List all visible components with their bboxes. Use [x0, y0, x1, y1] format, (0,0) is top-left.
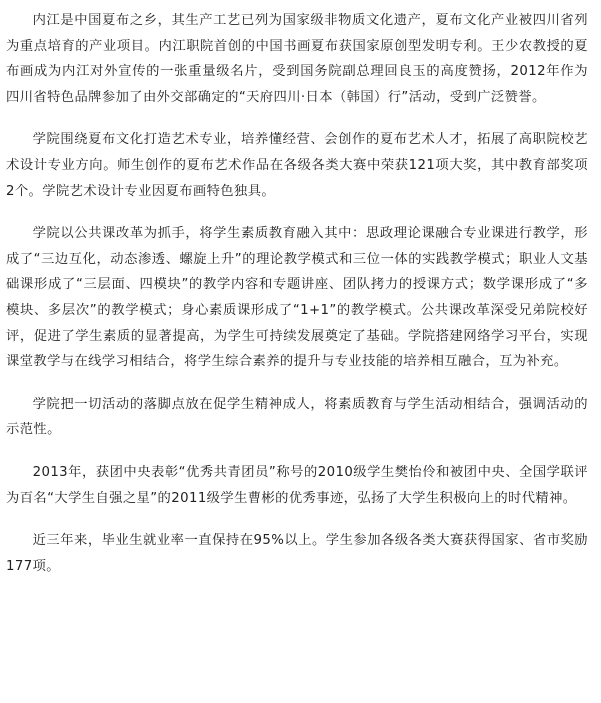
paragraph-employment-rate: 近三年来，毕业生就业率一直保持在95%以上。学生参加各级各类大赛获得国家、省市奖励177项。	[6, 533, 588, 574]
paragraph-student-activities: 学院把一切活动的落脚点放在促学生精神成人，将素质教育与学生活动相结合，强调活动的示范性。	[6, 396, 588, 438]
paragraph-curriculum-reform: 学院以公共课改革为抓手，将学生素质教育融入其中：思政理论课融合专业课进行教学，形成了“三边互化，动态渗透、螺旋上升”的理论教学模式和三位一体的实践教学模式；职业人文基础课形成了“三层面、四模块”的教学内容和专题讲座、团队拷力的授课方式；数学课形成了“多模块、多层次”的教学模式；身心素质课形成了“1+1”的教学模式。公共课改革深受兄弟院校好评，促进了学生素质的显著提高，为学生可持续发展奠定了基础。学院搭建网络学习平台，实现课堂教学与在线学习相结合，将学生综合素养的提升与专业技能的培养相互融合，互为补充。	[6, 226, 588, 370]
paragraph-student-honors: 2013年，获团中央表彰“优秀共青团员”称号的2010级学生樊怡伶和被团中央、全国学联评为百名“大学生自强之星”的2011级学生曹彬的优秀事迹，弘扬了大学生积极向上的时代精神。	[6, 464, 588, 506]
article-body	[6, 8, 588, 596]
paragraph-xiabu-heritage: 内江是中国夏布之乡，其生产工艺已列为国家级非物质文化遗产，夏布文化产业被四川省列为重点培育的产业项目。内江职院首创的中国书画夏布获国家原创型发明专利。王少农教授的夏布画成为内江对外宣传的一张重量级名片，受到国务院副总理回良玉的高度赞扬，2012年作为四川省特色品牌参加了由外交部确定的“天府四川·日本（韩国）行”活动，受到广泛赞誉。	[6, 13, 588, 105]
paragraph-art-major: 学院围绕夏布文化打造艺术专业，培养懂经营、会创作的夏布艺术人才，拓展了高职院校艺术设计专业方向。师生创作的夏布艺术作品在各级各类大赛中荣获121项大奖，其中教育部奖项2个。学院艺术设计专业因夏布画特色独具。	[6, 132, 588, 199]
